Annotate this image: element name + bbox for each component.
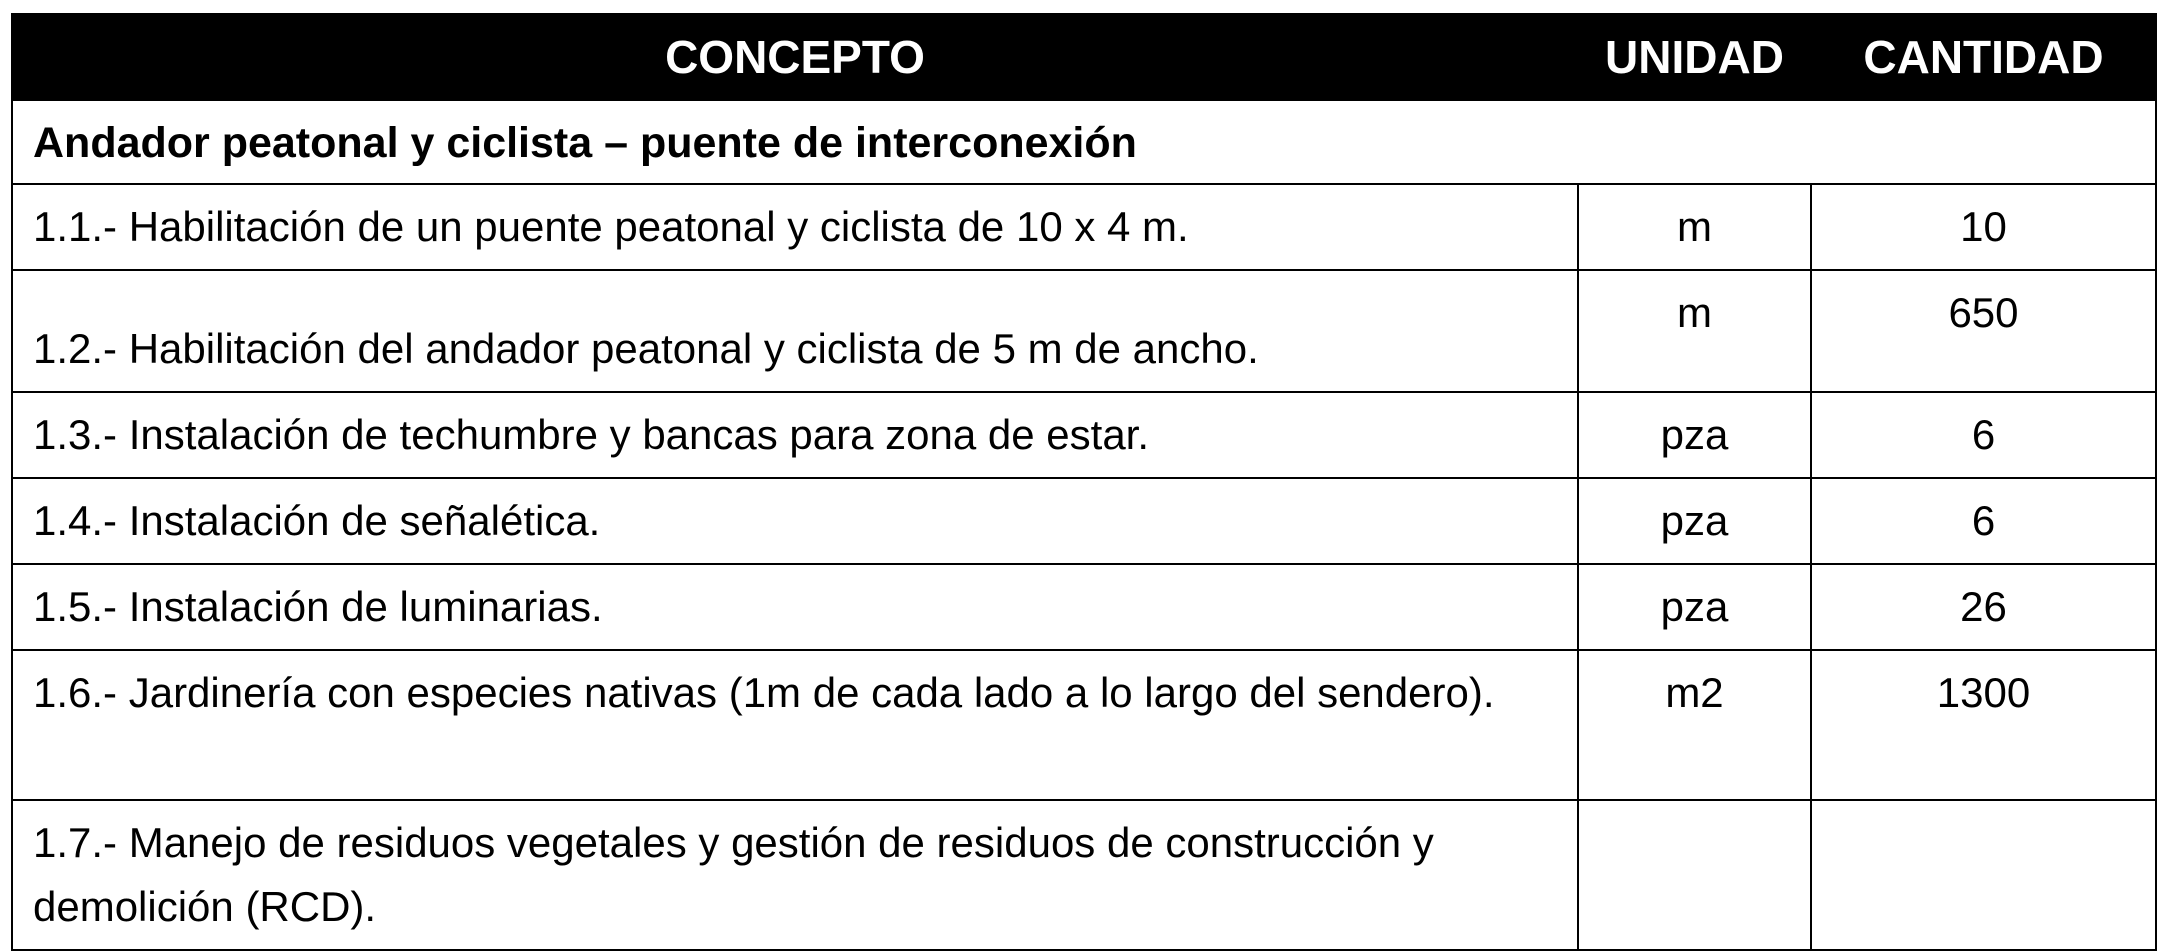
row-quantity: 6 — [1811, 392, 2156, 478]
row-unit — [1578, 800, 1811, 950]
row-unit: pza — [1578, 478, 1811, 564]
table-row — [12, 650, 2156, 800]
row-concept: 1.6.- Jardinería con especies nativas (1m de cada lado a lo largo del sendero). — [12, 650, 1578, 800]
row-unit: pza — [1578, 392, 1811, 478]
header-quantity: CANTIDAD — [1811, 14, 2156, 100]
header-row — [12, 14, 2156, 100]
row-unit: m — [1578, 270, 1811, 392]
table-row — [12, 184, 2156, 270]
row-concept: 1.4.- Instalación de señalética. — [12, 478, 1578, 564]
row-concept: 1.1.- Habilitación de un puente peatonal y ciclista de 10 x 4 m. — [12, 184, 1578, 270]
row-quantity: 1300 — [1811, 650, 2156, 800]
section-row — [12, 100, 2156, 184]
row-unit: m2 — [1578, 650, 1811, 800]
row-quantity: 6 — [1811, 478, 2156, 564]
row-quantity: 650 — [1811, 270, 2156, 392]
row-unit: pza — [1578, 564, 1811, 650]
concepts-table — [11, 13, 2157, 951]
table-row — [12, 392, 2156, 478]
header-concept: CONCEPTO — [12, 14, 1578, 100]
header-unit: UNIDAD — [1578, 14, 1811, 100]
table-row — [12, 800, 2156, 950]
row-quantity — [1811, 800, 2156, 950]
row-concept: 1.5.- Instalación de luminarias. — [12, 564, 1578, 650]
row-concept: 1.7.- Manejo de residuos vegetales y gestión de residuos de construcción y demolición (RCD). — [12, 800, 1578, 950]
table-body — [12, 100, 2156, 950]
row-concept: 1.2.- Habilitación del andador peatonal y ciclista de 5 m de ancho. — [12, 270, 1578, 392]
table-row — [12, 478, 2156, 564]
row-quantity: 26 — [1811, 564, 2156, 650]
row-quantity: 10 — [1811, 184, 2156, 270]
section-title: Andador peatonal y ciclista – puente de interconexión — [12, 100, 2156, 184]
table-row — [12, 270, 2156, 392]
row-concept: 1.3.- Instalación de techumbre y bancas para zona de estar. — [12, 392, 1578, 478]
table-row — [12, 564, 2156, 650]
table-header — [12, 14, 2156, 100]
row-unit: m — [1578, 184, 1811, 270]
